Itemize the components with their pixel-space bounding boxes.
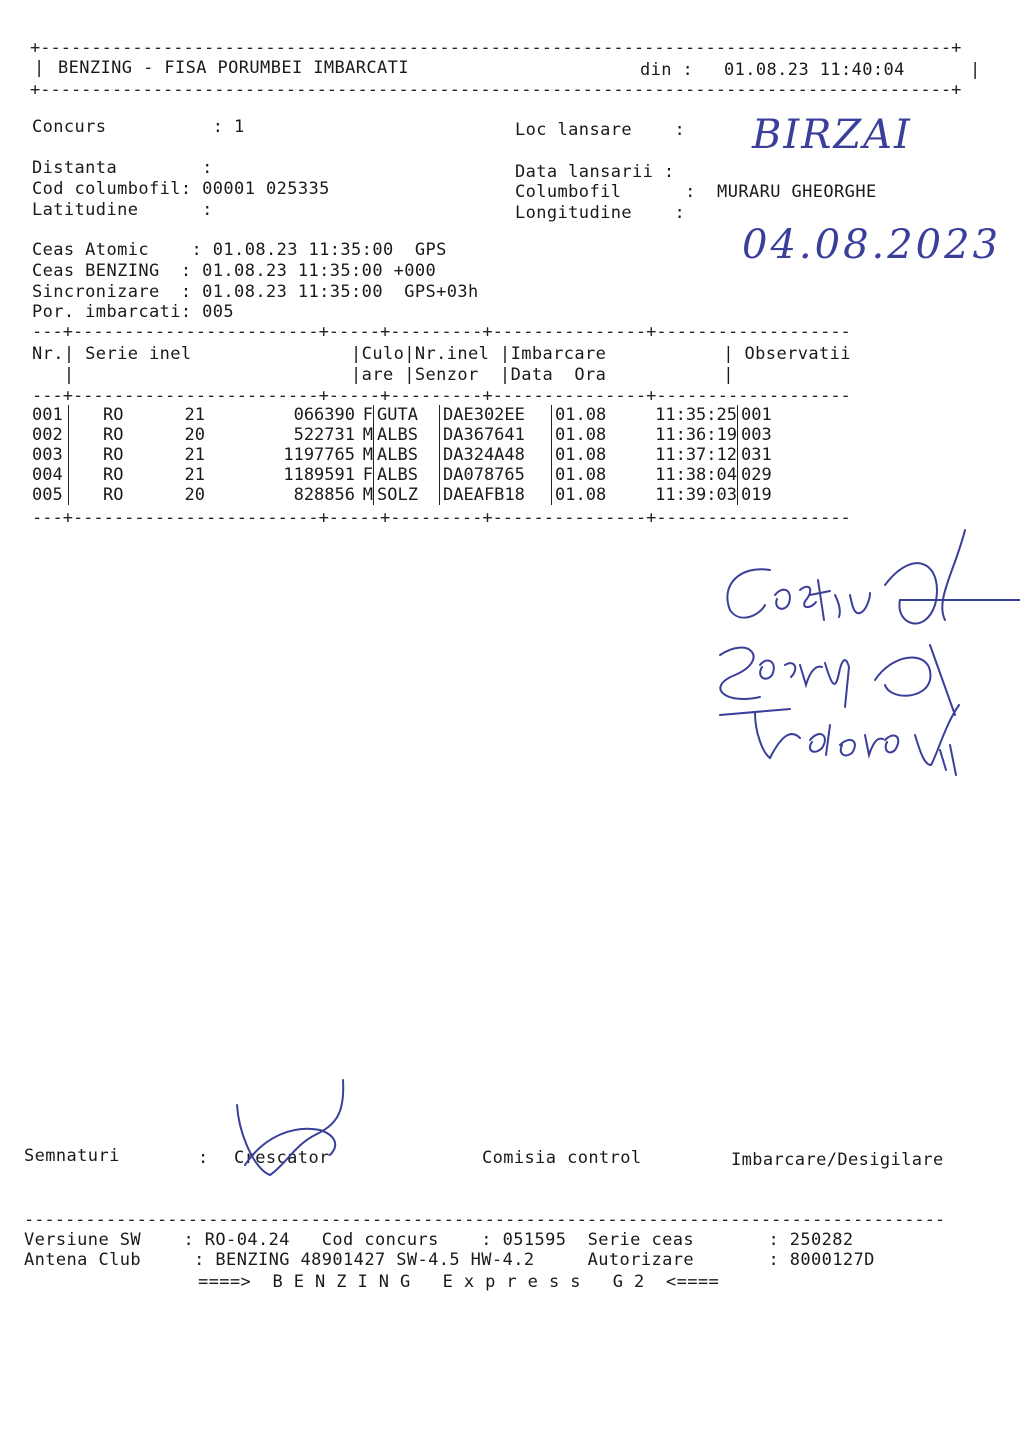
cell-data: 01.08 xyxy=(552,465,618,485)
longitudine-line: Longitudine : xyxy=(515,203,686,223)
cell-nr: 004 xyxy=(32,465,69,485)
ceas-atomic-line: Ceas Atomic : 01.08.23 11:35:00 GPS xyxy=(32,240,447,260)
cell-obs: 029 xyxy=(738,465,792,485)
table-row xyxy=(32,425,791,445)
cell-culoare: ALBS xyxy=(374,465,440,485)
cell-senzor: DA367641 xyxy=(440,425,552,445)
cell-inel: 066390 xyxy=(293,405,355,425)
table-row xyxy=(32,485,791,505)
pigeon-table xyxy=(32,405,791,505)
table-top-rule: ---+------------------------+-----+---------+---------------+------------------- xyxy=(32,322,851,342)
table-bottom-rule: ---+------------------------+-----+---------+---------------+------------------- xyxy=(32,508,851,528)
cell-senzor: DAEAFB18 xyxy=(440,485,552,505)
loc-lansare-line: Loc lansare : xyxy=(515,120,686,140)
table-header-line2: | |are |Senzor |Data Ora | xyxy=(32,365,734,385)
por-imbarcati-line: Por. imbarcati: 005 xyxy=(32,302,235,322)
cell-data: 01.08 xyxy=(552,425,618,445)
footer-line1: Versiune SW : RO-04.24 Cod concurs : 051595 Serie ceas : 250282 xyxy=(24,1230,854,1250)
cell-data: 01.08 xyxy=(552,445,618,465)
commission-signatures xyxy=(700,525,1020,785)
header-top-rule: +-----------------------------------------------------------------------------------------+ xyxy=(30,38,962,58)
header-left-bar: | xyxy=(34,58,45,78)
cell-ora: 11:39:03 xyxy=(655,485,737,505)
header-date-value: 01.08.23 11:40:04 xyxy=(724,60,905,80)
cell-obs: 031 xyxy=(738,445,792,465)
pigeon-table-body xyxy=(32,405,791,505)
cell-sex: F xyxy=(362,465,373,485)
cell-data: 01.08 xyxy=(552,405,618,425)
latitudine-line: Latitudine : xyxy=(32,200,213,220)
cell-sex: M xyxy=(362,425,373,445)
cell-inel: 1197765 xyxy=(283,445,355,465)
footer-line3: ====> B E N Z I N G E x p r e s s G 2 <==== xyxy=(198,1272,720,1292)
cell-ora: 11:35:25 xyxy=(655,405,737,425)
cell-tara: RO xyxy=(103,405,124,425)
distanta-line: Distanta : xyxy=(32,158,213,178)
cell-ora: 11:36:19 xyxy=(655,425,737,445)
handwritten-loc: BIRZAI xyxy=(752,112,912,158)
data-lansarii-line: Data lansarii : xyxy=(515,162,675,182)
columbofil-line: Columbofil : MURARU GHEORGHE xyxy=(515,182,877,202)
cell-an: 21 xyxy=(184,445,205,465)
cell-an: 20 xyxy=(184,425,205,445)
cell-tara: RO xyxy=(103,485,124,505)
cell-senzor: DA078765 xyxy=(440,465,552,485)
cell-senzor: DAE302EE xyxy=(440,405,552,425)
cell-tara: RO xyxy=(103,445,124,465)
cell-culoare: GUTA xyxy=(374,405,440,425)
comisia-control-label: Comisia control xyxy=(482,1148,642,1168)
imbarcare-desigilare-label: Imbarcare/Desigilare xyxy=(731,1150,944,1170)
cell-inel: 828856 xyxy=(293,485,355,505)
cell-an: 21 xyxy=(184,405,205,425)
cell-data: 01.08 xyxy=(552,485,618,505)
cell-sex: F xyxy=(362,405,373,425)
cell-senzor: DA324A48 xyxy=(440,445,552,465)
crescator-signature xyxy=(225,1075,365,1185)
cell-ora: 11:37:12 xyxy=(655,445,737,465)
cell-sex: M xyxy=(362,485,373,505)
cell-nr: 001 xyxy=(32,405,69,425)
cell-inel: 522731 xyxy=(293,425,355,445)
cell-nr: 003 xyxy=(32,445,69,465)
footer-line2: Antena Club : BENZING 48901427 SW-4.5 HW-4.2 Autorizare : 8000127D xyxy=(24,1250,875,1270)
sincronizare-line: Sincronizare : 01.08.23 11:35:00 GPS+03h xyxy=(32,282,479,302)
signatures-colon: : xyxy=(198,1148,209,1168)
cell-sex: M xyxy=(362,445,373,465)
footer-rule: ------------------------------------------------------------------------------------------ xyxy=(24,1210,946,1230)
cell-an: 21 xyxy=(184,465,205,485)
table-row xyxy=(32,405,791,425)
signatures-label: Semnaturi xyxy=(24,1146,120,1166)
concurs-line: Concurs : 1 xyxy=(32,117,245,137)
cell-tara: RO xyxy=(103,465,124,485)
cell-culoare: ALBS xyxy=(374,445,440,465)
cod-columbofil-line: Cod columbofil: 00001 025335 xyxy=(32,179,330,199)
header-bottom-rule: +-----------------------------------------------------------------------------------------+ xyxy=(30,80,962,100)
header-date-label: din : xyxy=(640,60,694,80)
cell-culoare: ALBS xyxy=(374,425,440,445)
ceas-benzing-line: Ceas BENZING : 01.08.23 11:35:00 +000 xyxy=(32,261,437,281)
cell-tara: RO xyxy=(103,425,124,445)
cell-ora: 11:38:04 xyxy=(655,465,737,485)
cell-inel: 1189591 xyxy=(283,465,355,485)
table-header-rule: ---+------------------------+-----+---------+---------------+------------------- xyxy=(32,386,851,406)
cell-obs: 019 xyxy=(738,485,792,505)
table-row xyxy=(32,465,791,485)
cell-an: 20 xyxy=(184,485,205,505)
cell-nr: 002 xyxy=(32,425,69,445)
handwritten-date: 04.08.2023 xyxy=(742,222,1002,268)
crescator-label: Crescator xyxy=(234,1148,330,1168)
document-title: BENZING - FISA PORUMBEI IMBARCATI xyxy=(58,58,409,78)
cell-obs: 003 xyxy=(738,425,792,445)
cell-culoare: SOLZ xyxy=(374,485,440,505)
header-right-bar: | xyxy=(970,60,981,80)
cell-nr: 005 xyxy=(32,485,69,505)
cell-obs: 001 xyxy=(738,405,792,425)
table-row xyxy=(32,445,791,465)
table-header-line1: Nr.| Serie inel |Culo|Nr.inel |Imbarcare | Observatii xyxy=(32,344,851,364)
